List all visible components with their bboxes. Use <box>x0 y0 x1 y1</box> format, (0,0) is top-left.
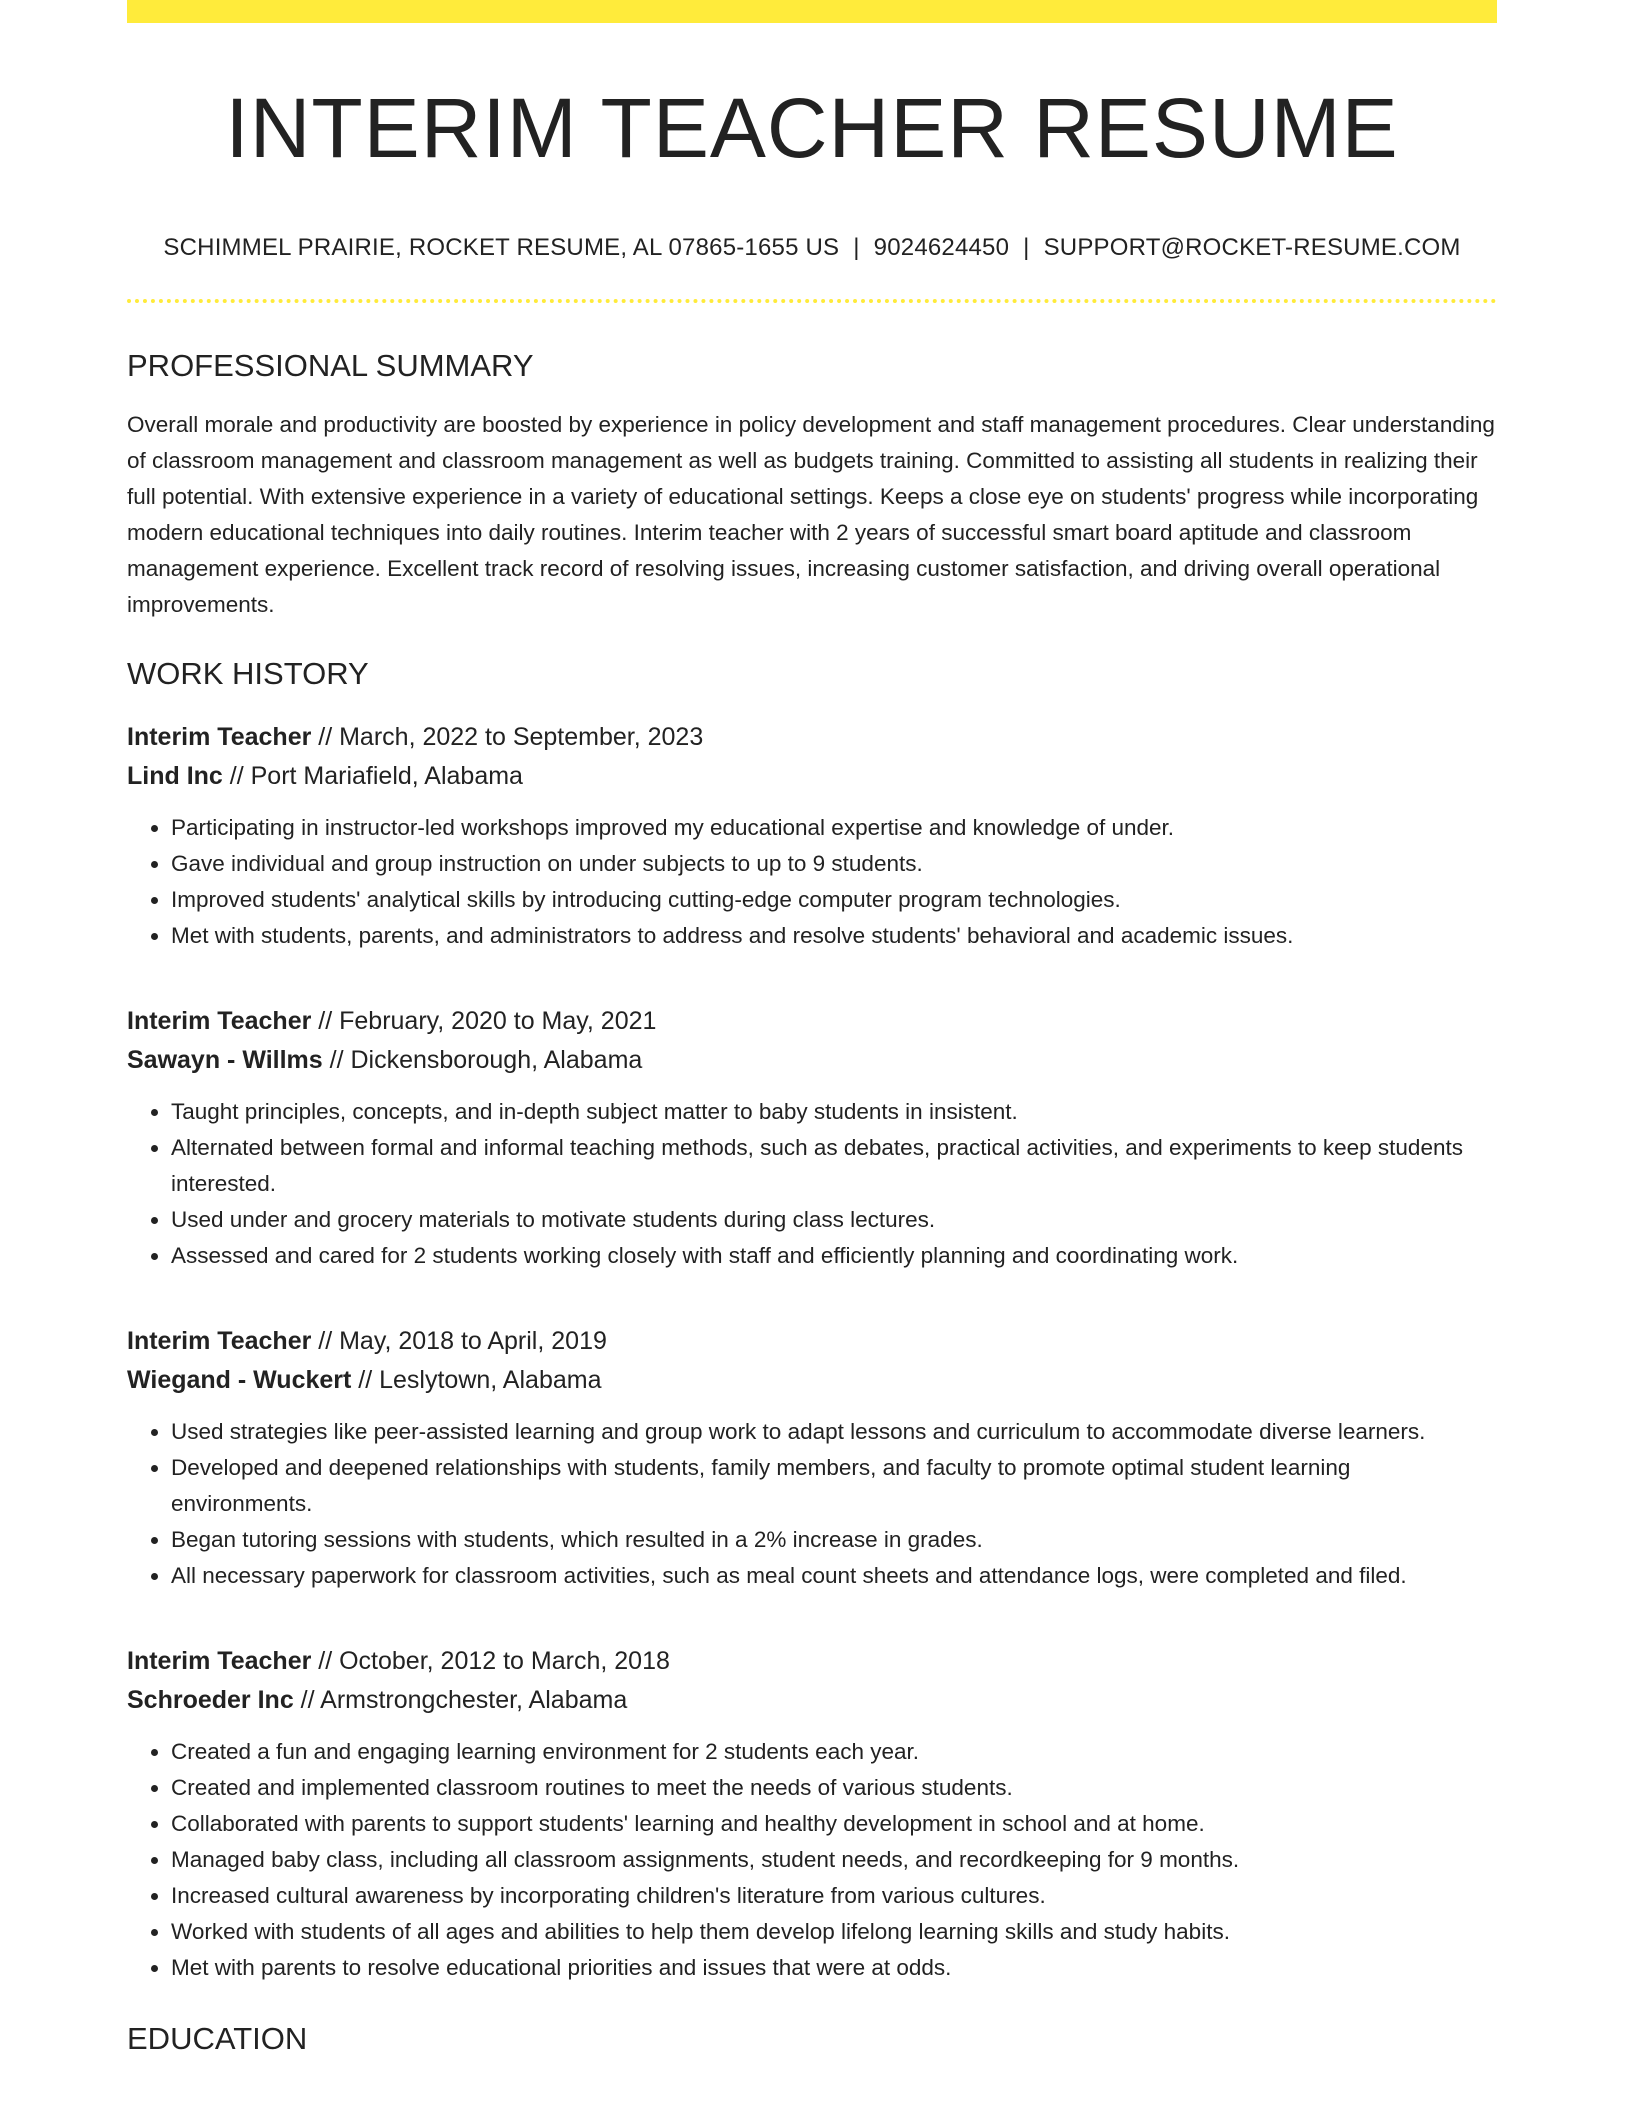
job-location: // Armstrongchester, Alabama <box>293 1685 628 1714</box>
job-title-line <box>127 718 1497 757</box>
job-bullet: • Increased cultural awareness by incorporating children's literature from various cultures. <box>171 1878 1497 1914</box>
contact-separator: | <box>853 234 860 262</box>
job-company-line <box>127 1041 1497 1080</box>
job-title-line <box>127 1322 1497 1361</box>
contact-separator: | <box>1023 234 1030 262</box>
job-company: Schroeder Inc <box>127 1685 294 1714</box>
summary-heading: PROFESSIONAL SUMMARY <box>127 348 534 384</box>
job-company-line <box>127 757 1497 796</box>
job-bullet: • Gave individual and group instruction on under subjects to up to 9 students. <box>171 846 1497 882</box>
job-title-line <box>127 1002 1497 1041</box>
contact-address: SCHIMMEL PRAIRIE, ROCKET RESUME, AL 07865-1655 US <box>163 234 840 262</box>
job-dates: // October, 2012 to March, 2018 <box>311 1646 670 1675</box>
job-bullet: • Used strategies like peer-assisted learning and group work to adapt lessons and curriculum to accommodate diverse learners. <box>171 1414 1497 1450</box>
job-title-line <box>127 1642 1497 1681</box>
job-company-line <box>127 1681 1497 1720</box>
job-entry <box>127 718 1497 954</box>
job-bullet: • Taught principles, concepts, and in-depth subject matter to baby students in insistent. <box>171 1094 1497 1130</box>
job-bullet: • Participating in instructor-led workshops improved my educational expertise and knowledge of under. <box>171 810 1497 846</box>
job-location: // Dickensborough, Alabama <box>322 1045 643 1074</box>
contact-line <box>127 234 1497 262</box>
job-role: Interim Teacher <box>127 1326 312 1355</box>
job-bullet: • Managed baby class, including all classroom assignments, student needs, and recordkeeping for 9 months. <box>171 1842 1497 1878</box>
job-bullet: • Met with parents to resolve educational priorities and issues that were at odds. <box>171 1950 1497 1986</box>
job-entry <box>127 1002 1497 1274</box>
contact-email: SUPPORT@ROCKET-RESUME.COM <box>1043 234 1461 262</box>
job-bullet: • Developed and deepened relationships with students, family members, and faculty to promote optimal student learning environments. <box>171 1450 1497 1522</box>
job-entry <box>127 1642 1497 1986</box>
job-bullet: • Began tutoring sessions with students, which resulted in a 2% increase in grades. <box>171 1522 1497 1558</box>
job-company: Sawayn - Willms <box>127 1045 323 1074</box>
contact-phone: 9024624450 <box>873 234 1010 262</box>
job-dates: // March, 2022 to September, 2023 <box>311 722 704 751</box>
job-entry <box>127 1322 1497 1594</box>
resume-title: INTERIM TEACHER RESUME <box>225 81 1399 175</box>
job-bullet: • All necessary paperwork for classroom activities, such as meal count sheets and attendance logs, were completed and filed. <box>171 1558 1497 1594</box>
job-bullets <box>127 1094 1497 1274</box>
job-dates: // February, 2020 to May, 2021 <box>311 1006 657 1035</box>
job-role: Interim Teacher <box>127 1006 312 1035</box>
job-location: // Port Mariafield, Alabama <box>222 761 523 790</box>
job-bullet: • Created and implemented classroom routines to meet the needs of various students. <box>171 1770 1497 1806</box>
job-company: Wiegand - Wuckert <box>127 1365 352 1394</box>
job-bullets <box>127 1734 1497 1986</box>
job-bullet: • Collaborated with parents to support students' learning and healthy development in school and at home. <box>171 1806 1497 1842</box>
resume-page <box>127 0 1497 2057</box>
job-bullets <box>127 810 1497 954</box>
job-company-line <box>127 1361 1497 1400</box>
work-history-heading: WORK HISTORY <box>127 655 369 691</box>
job-bullet: • Worked with students of all ages and abilities to help them develop lifelong learning skills and study habits. <box>171 1914 1497 1950</box>
job-bullet: • Met with students, parents, and administrators to address and resolve students' behavioral and academic issues. <box>171 918 1497 954</box>
dotted-divider <box>127 299 1497 303</box>
job-bullet: • Used under and grocery materials to motivate students during class lectures. <box>171 1202 1497 1238</box>
job-role: Interim Teacher <box>127 1646 312 1675</box>
job-company: Lind Inc <box>127 761 223 790</box>
accent-bar <box>127 0 1497 23</box>
job-location: // Leslytown, Alabama <box>351 1365 602 1394</box>
job-bullet: • Created a fun and engaging learning environment for 2 students each year. <box>171 1734 1497 1770</box>
job-bullets <box>127 1414 1497 1594</box>
job-bullet: • Assessed and cared for 2 students working closely with staff and efficiently planning and coordinating work. <box>171 1238 1497 1274</box>
job-dates: // May, 2018 to April, 2019 <box>311 1326 607 1355</box>
job-bullet: • Alternated between formal and informal teaching methods, such as debates, practical activities, and experiments to keep students interested. <box>171 1130 1497 1202</box>
education-heading: EDUCATION <box>127 2020 308 2056</box>
job-bullet: • Improved students' analytical skills by introducing cutting-edge computer program technologies. <box>171 882 1497 918</box>
job-role: Interim Teacher <box>127 722 312 751</box>
summary-text: Overall morale and productivity are boosted by experience in policy development and staff management procedures. Clear understanding of classroom management and classroom management as well as budgets training. Committed to assisting all students in realizing their full potential. With extensive experience in a variety of educational settings. Keeps a close eye on students' progress while incorporating modern educational techniques into daily routines. Interim teacher with 2 years of successful smart board aptitude and classroom management experience. Excellent track record of resolving issues, increasing customer satisfaction, and driving overall operational improvements. <box>127 411 1495 617</box>
